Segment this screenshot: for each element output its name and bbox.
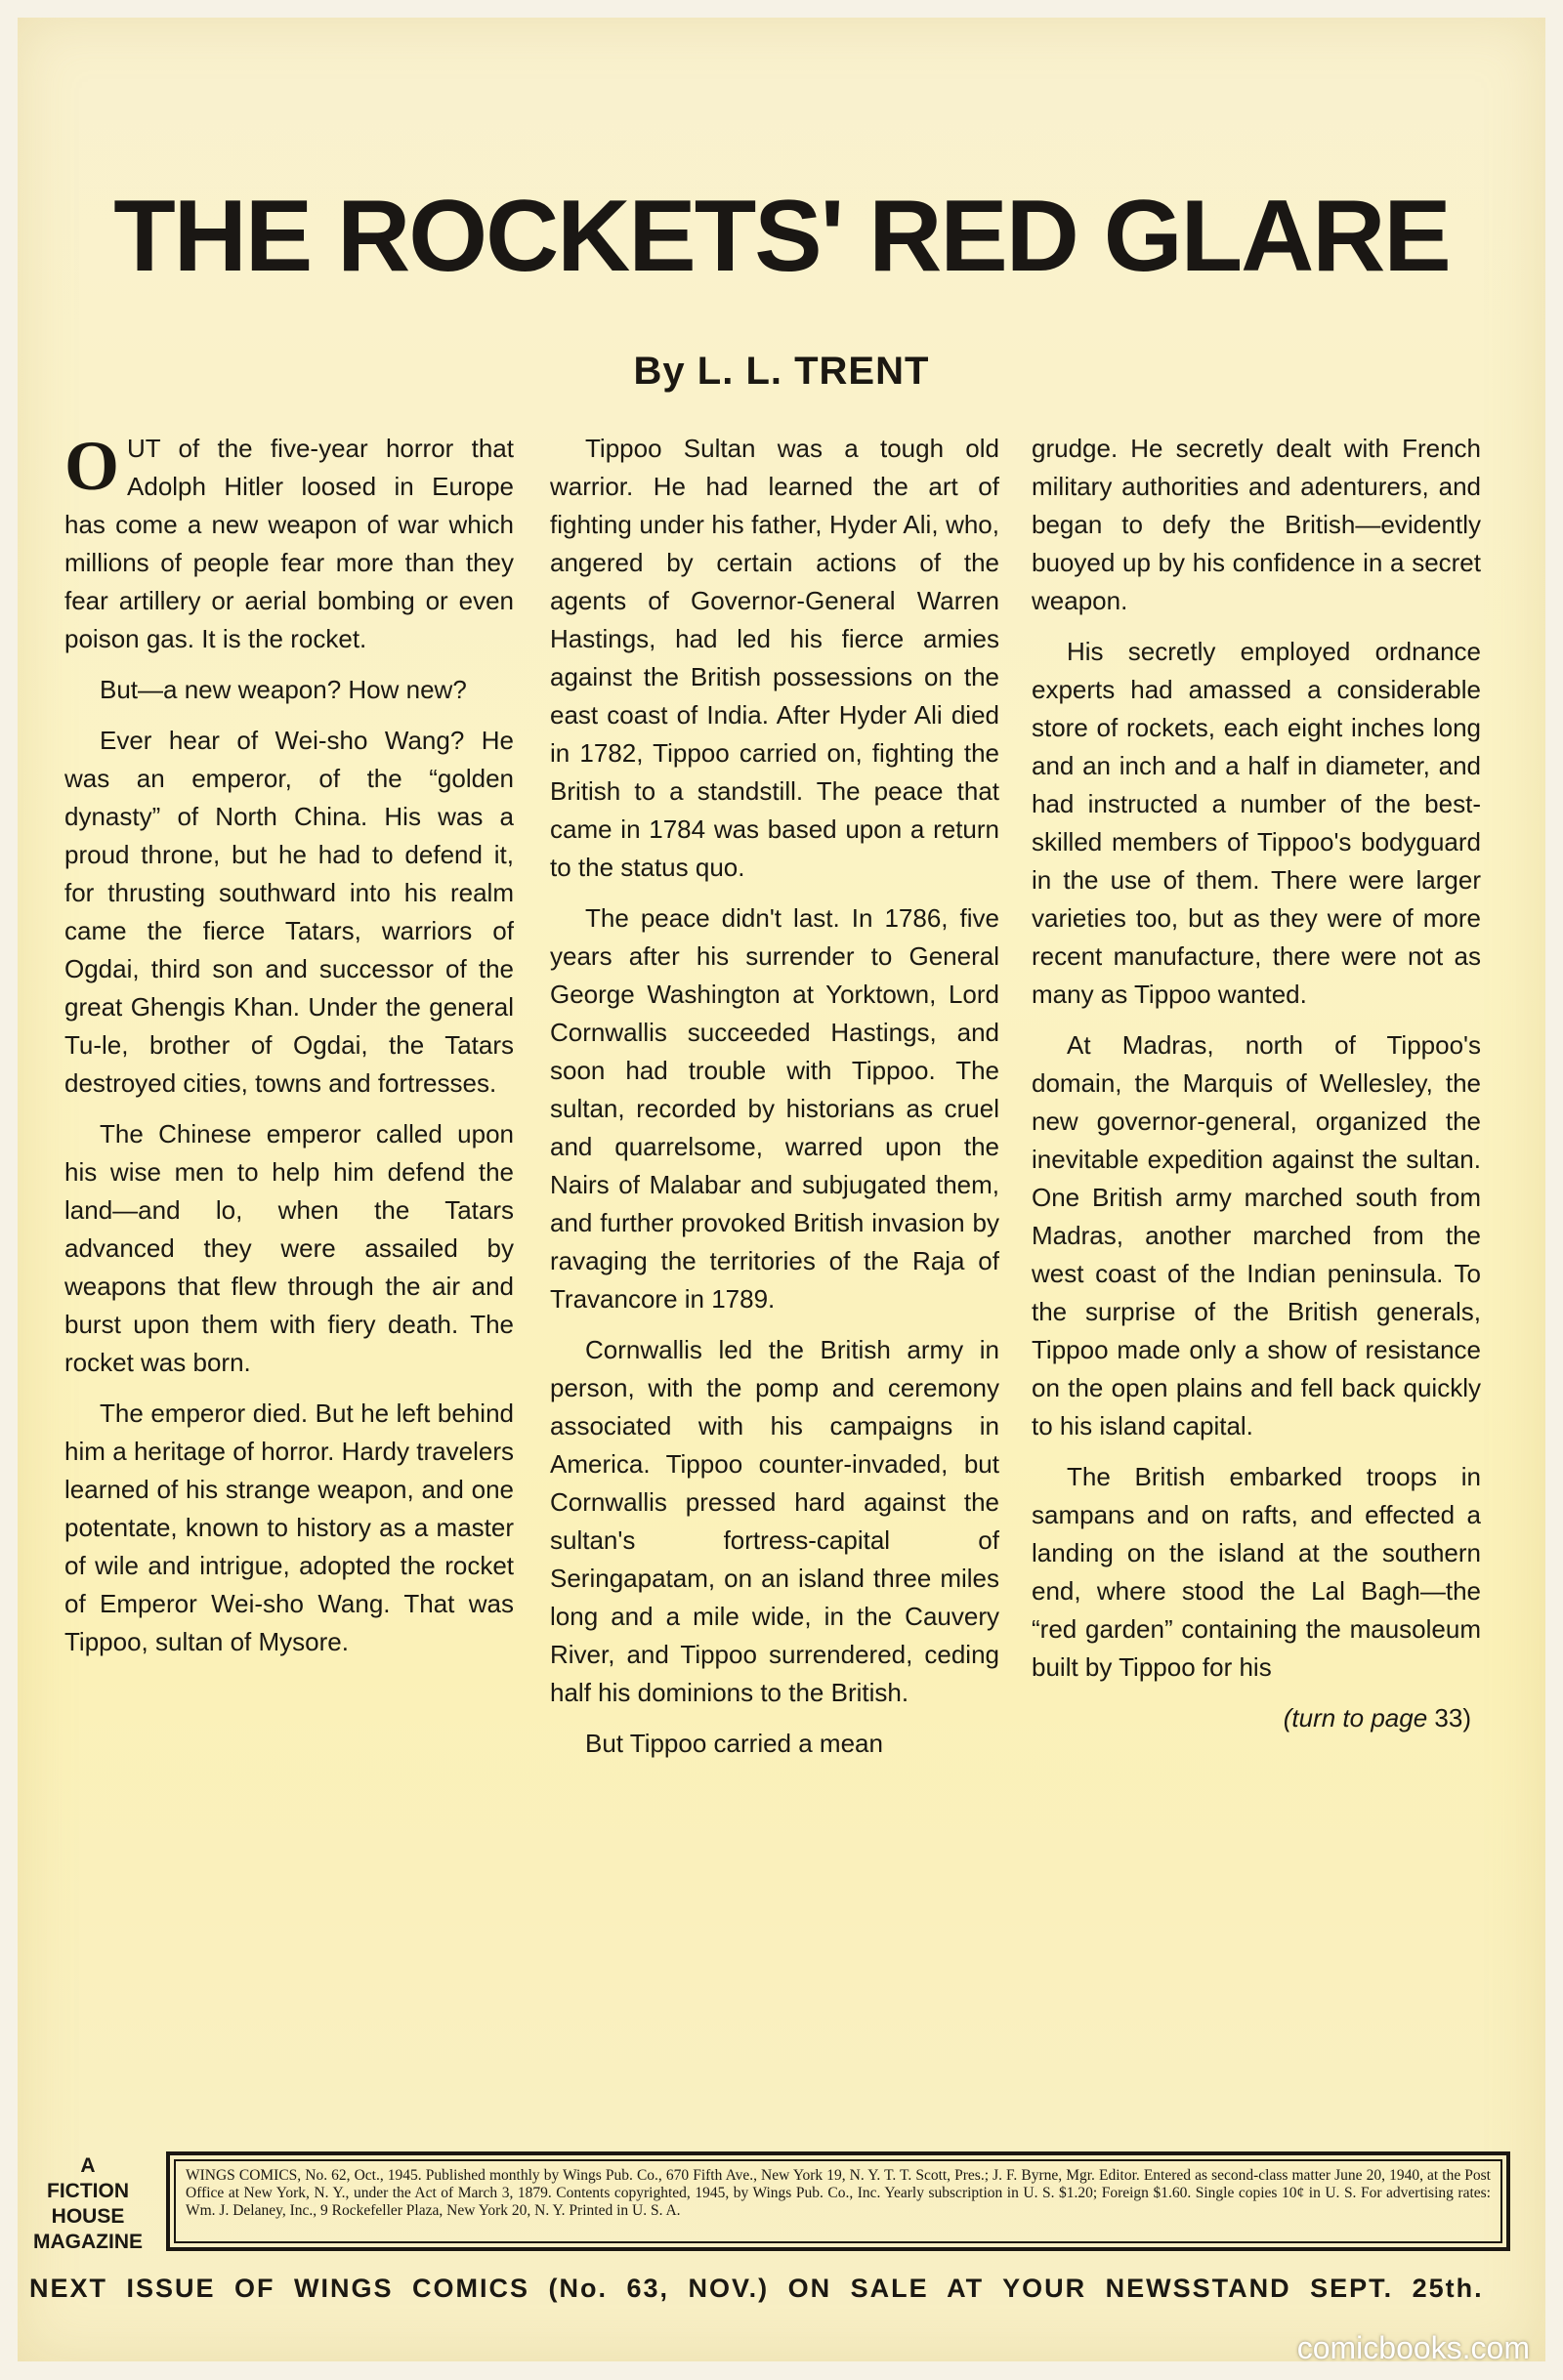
- article-byline: By L. L. TRENT: [633, 350, 930, 393]
- paragraph: The peace didn't last. In 1786, five years after his surrender to General George Washington at Yorktown, Lord Cornwallis succeeded Hastings, and soon had trouble with Tippoo. The sultan, recorded by historians as cruel and quarrelsome, warred upon the Nairs of Malabar and subjugated them, and further provoked British invasion by ravaging the territories of the Raja of Travancore in 1789.: [550, 903, 999, 1314]
- paragraph: The emperor died. But he left behind him a heritage of horror. Hardy travelers learned of his strange weapon, and one potentate, known to history as a master of wile and intrigue, adopted the rocket of Emperor Wei-sho Wang. That was Tippoo, sultan of Mysore.: [64, 1399, 514, 1656]
- publication-notice-box: [166, 2151, 1510, 2251]
- article-column-3: [1032, 430, 1481, 1737]
- paragraph: Ever hear of Wei-sho Wang? He was an emperor, of the “golden dynasty” of North China. His was a proud throne, but he had to defend it, for thrusting southward into his realm came the fierce Tatars, warriors of Ogdai, third son and successor of the great Ghengis Khan. Under the general Tu-le, brother of Ogdai, the Tatars destroyed cities, towns and fortresses.: [64, 726, 514, 1098]
- paragraph: At Madras, north of Tippoo's domain, the Marquis of Wellesley, the new governor-general, organized the inevitable expedition against the sultan. One British army marched south from Madras, another marched from the west coast of the Indian peninsula. To the surprise of the British generals, Tippoo made only a show of resistance on the open plains and fell back quickly to his island capital.: [1032, 1030, 1481, 1441]
- article-column-2: [550, 430, 999, 1775]
- paragraph: Cornwallis led the British army in person, with the pomp and ceremony associated with his campaigns in America. Tippoo counter-invaded, but Cornwallis pressed hard against the sultan's fortress-capital of Seringapatam, on an island three miles long and a mile wide, in the Cauvery River, and Tippoo surrendered, ceding half his dominions to the British.: [550, 1335, 999, 1707]
- continuation-note: (turn to page 33): [1283, 1703, 1471, 1733]
- paragraph: But—a new weapon? How new?: [100, 675, 467, 704]
- publication-notice-text: WINGS COMICS, No. 62, Oct., 1945. Published monthly by Wings Pub. Co., 670 Fifth Ave., New York 19, N. Y. T. T. Scott, Pres.; J. F. Byrne, Mgr. Editor. Entered as second-class matter June 20, 1940, at the Post Office at New York, N. Y., under the Act of March 3, 1879. Contents copyrighted, 1945, by Wings Pub. Co., Inc. Yearly subscription in U. S. $1.20; Foreign $1.60. Single copies 10¢ in U. S. For advertising rates: Wm. J. Delaney, Inc., 9 Rockefeller Plaza, New York 20, N. Y. Printed in U. S. A.: [174, 2159, 1502, 2243]
- paragraph: Tippoo Sultan was a tough old warrior. He had learned the art of fighting under his father, Hyder Ali, who, angered by certain actions of the agents of Governor-General Warren Hastings, had led his fierce armies against the British possessions on the east coast of India. After Hyder Ali died in 1782, Tippoo carried on, fighting the British to a standstill. The peace that came in 1784 was based upon a return to the status quo.: [550, 434, 999, 882]
- paragraph: The British embarked troops in sampans and on rafts, and effected a landing on the island at the southern end, where stood the Lal Bagh—the “red garden” containing the mausoleum built by Tippoo for his: [1032, 1462, 1481, 1682]
- paragraph: But Tippoo carried a mean: [585, 1729, 883, 1758]
- paragraph: grudge. He secretly dealt with French military authorities and adenturers, and began to defy the British—evidently buoyed up by his confidence in a secret weapon.: [1032, 434, 1481, 615]
- article-title: THE ROCKETS' RED GLARE: [113, 180, 1450, 293]
- watermark: comicbooks.com: [1296, 2330, 1530, 2365]
- drop-cap: O: [64, 427, 120, 505]
- paragraph: His secretly employed ordnance experts had amassed a considerable store of rockets, each eight inches long and an inch and a half in diameter, and had instructed a number of the best-skilled members of Tippoo's bodyguard in the use of them. There were larger varieties too, but as they were of more recent manufacture, there were not as many as Tippoo wanted.: [1032, 637, 1481, 1009]
- fiction-house-logo: A FICTION HOUSE MAGAZINE: [33, 2154, 143, 2253]
- paragraph: OUT of the five-year horror that Adolph Hitler loosed in Europe has come a new weapon of war which millions of people fear more than they fear artillery or aerial bombing or even poison gas. It is the rocket.: [64, 427, 514, 653]
- paragraph: The Chinese emperor called upon his wise men to help him defend the land—and lo, when the Tatars advanced they were assailed by weapons that flew through the air and burst upon them with fiery death. The rocket was born.: [64, 1119, 514, 1377]
- next-issue-banner: NEXT ISSUE OF WINGS COMICS (No. 63, NOV.) ON SALE AT YOUR NEWSSTAND SEPT. 25th.: [29, 2274, 1484, 2303]
- article-column-1: [64, 427, 514, 1674]
